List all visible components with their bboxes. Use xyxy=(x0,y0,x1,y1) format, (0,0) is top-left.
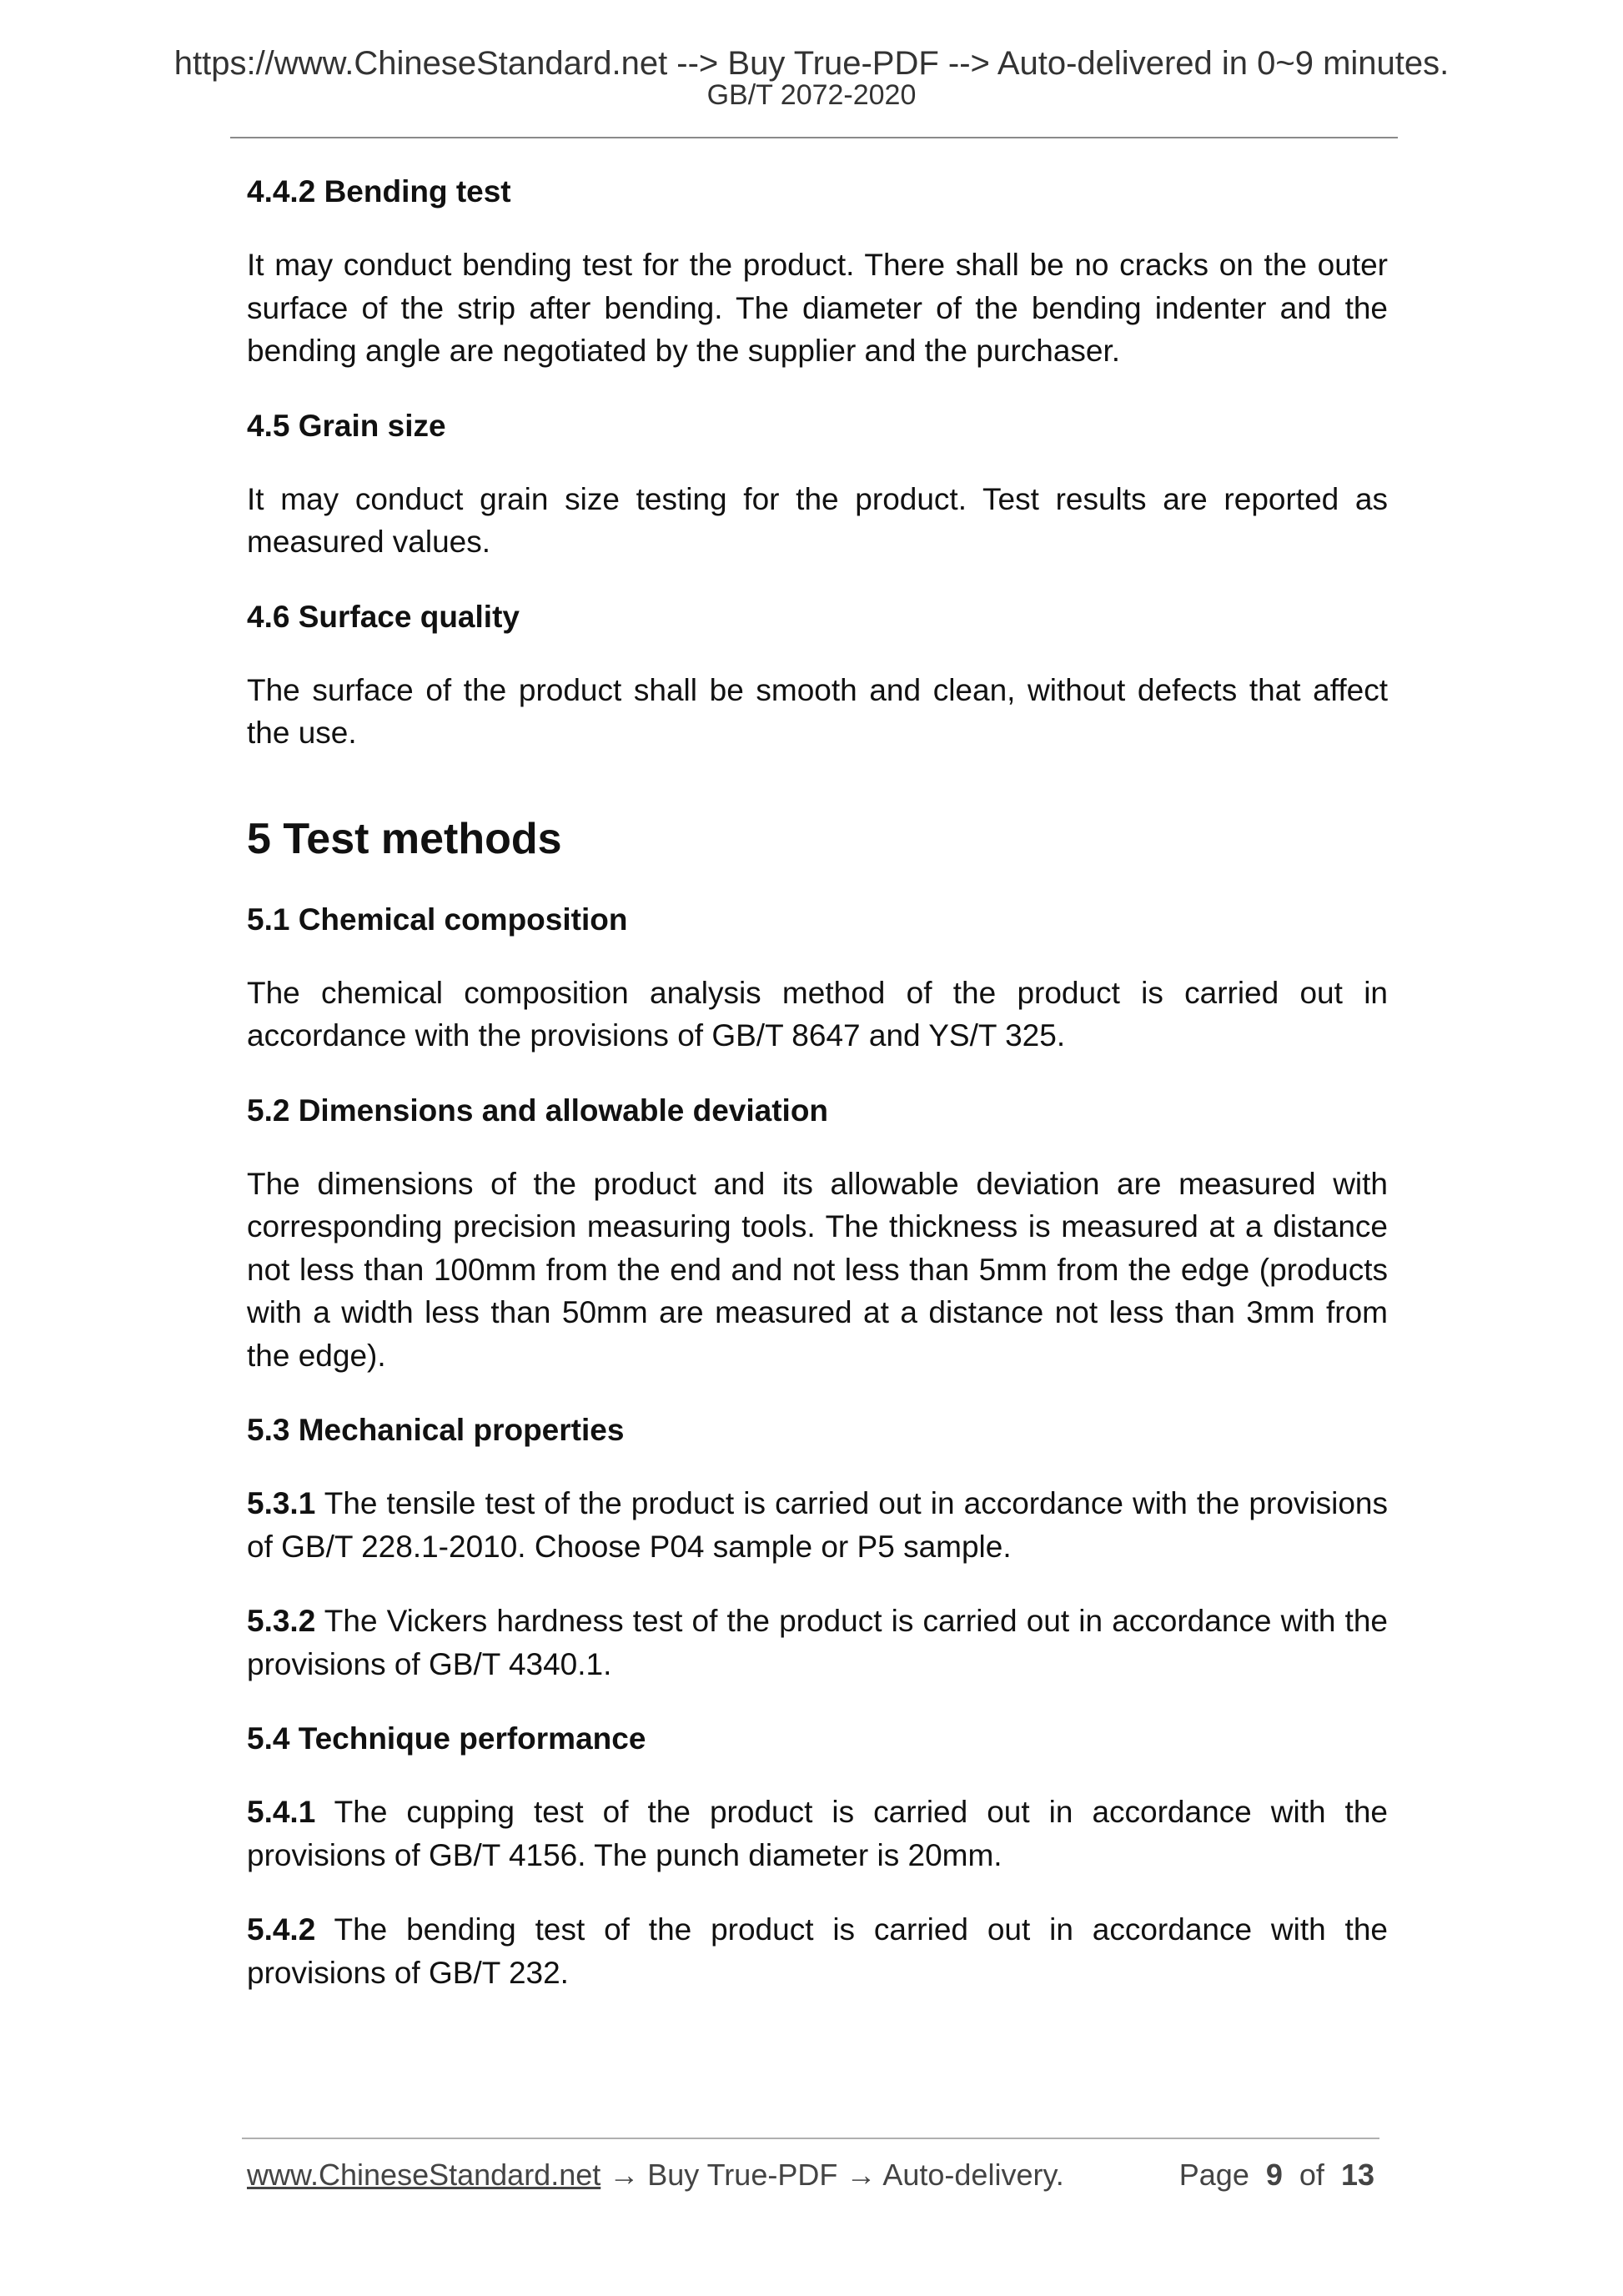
page-label: Page xyxy=(1178,2158,1249,2192)
clause-number: 5.3.1 xyxy=(247,1486,316,1520)
clause-5-3-1 xyxy=(247,1482,1388,1568)
site-link[interactable]: www.ChineseStandard.net xyxy=(247,2158,601,2192)
clause-number: 5.3.2 xyxy=(247,1604,316,1638)
heading-4-5: 4.5 Grain size xyxy=(247,408,446,443)
arrow-right-icon: → xyxy=(837,2158,883,2192)
clause-5-4-1 xyxy=(247,1791,1388,1876)
heading-5-3: 5.3 Mechanical properties xyxy=(247,1413,625,1447)
heading-5-2: 5.2 Dimensions and allowable deviation xyxy=(247,1093,829,1128)
paragraph-4-5: It may conduct grain size testing for the product. Test results are reported as measured values. xyxy=(247,481,1388,559)
clause-number: 5.4.1 xyxy=(247,1795,316,1829)
paragraph-4-4-2: It may conduct bending test for the product. There shall be no cracks on the outer surface of the strip after bending. The diameter of the bending indenter and the bending angle are negotiated by the supplier and the purchaser. xyxy=(247,248,1388,368)
paragraph-5-2: The dimensions of the product and its allowable deviation are measured with corresponding precision measuring tools. The thickness is measured at a distance not less than 100mm from the end and not less than 5mm from the edge (products with a width less than 50mm are measured at a distance not less than 3mm from the edge). xyxy=(247,1166,1388,1373)
document-code: GB/T 2072-2020 xyxy=(706,79,917,111)
clause-5-3-2 xyxy=(247,1600,1388,1686)
heading-4-6: 4.6 Surface quality xyxy=(247,599,520,634)
page-indicator xyxy=(1179,2157,1374,2193)
header-divider xyxy=(230,137,1398,138)
page-header xyxy=(0,43,1623,110)
source-banner: https://www.ChineseStandard.net --> Buy True-PDF --> Auto-delivered in 0~9 minutes. xyxy=(173,45,1450,82)
heading-4-4-2: 4.4.2 Bending test xyxy=(247,174,511,208)
paragraph-5-1: The chemical composition analysis method of the product is carried out in accordance with the provisions of GB/T 8647 and YS/T 325. xyxy=(247,975,1388,1053)
page-number: 9 xyxy=(1265,2158,1283,2192)
heading-5-4: 5.4 Technique performance xyxy=(247,1721,646,1756)
arrow-right-icon: → xyxy=(600,2158,648,2192)
clause-text: The bending test of the product is carried out in accordance with the provisions of GB/T 232. xyxy=(247,1912,1388,1990)
document-body xyxy=(247,170,1388,2026)
footer-divider xyxy=(242,2138,1379,2139)
clause-5-4-2 xyxy=(247,1908,1388,1994)
buy-true-pdf-text: Buy True-PDF xyxy=(647,2158,838,2192)
paragraph-4-6: The surface of the product shall be smooth and clean, without defects that affect the use. xyxy=(247,672,1388,750)
heading-5-1: 5.1 Chemical composition xyxy=(247,902,628,937)
auto-delivery-text: Auto-delivery. xyxy=(882,2158,1064,2192)
page-total: 13 xyxy=(1340,2158,1374,2192)
clause-text: The tensile test of the product is carried out in accordance with the provisions of GB/T 228.1-2010. Choose P04 sample or P5 sample. xyxy=(247,1486,1388,1564)
clause-text: The Vickers hardness test of the product is carried out in accordance with the provisions of GB/T 4340.1. xyxy=(247,1604,1388,1681)
clause-number: 5.4.2 xyxy=(247,1912,316,1947)
heading-5: 5 Test methods xyxy=(247,814,562,863)
footer-links xyxy=(247,2157,1064,2193)
clause-text: The cupping test of the product is carried out in accordance with the provisions of GB/T 4156. The punch diameter is 20mm. xyxy=(247,1795,1388,1872)
of-label: of xyxy=(1299,2158,1324,2192)
